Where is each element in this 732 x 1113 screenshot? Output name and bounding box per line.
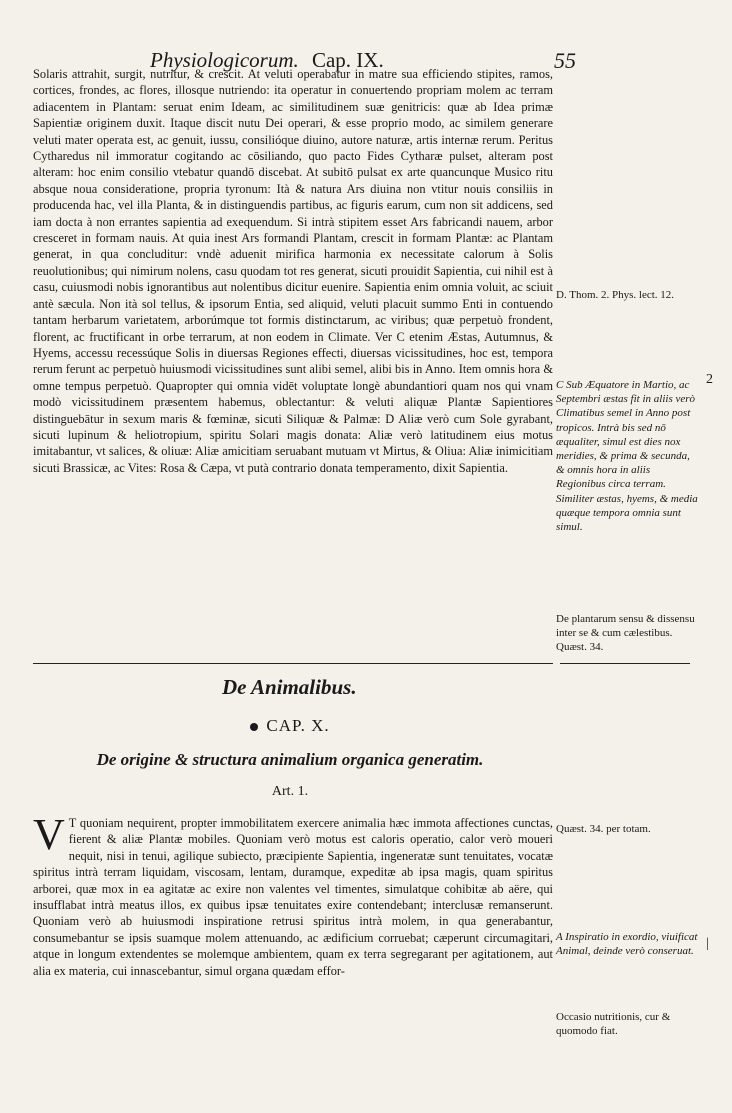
bullet-icon (250, 723, 258, 731)
chapter-number-text: CAP. X. (266, 716, 330, 735)
side-note-inspiratio: A Inspiratio in exordio, viuificat Animal, deinde verò conseruat. (556, 931, 698, 958)
section-rule (33, 663, 553, 664)
margin-mark-2: 2 (706, 372, 713, 387)
main-text-upper (33, 66, 553, 476)
side-note-quaest: Quæst. 34. per totam. (556, 823, 651, 835)
side-note-occasio: Occasio nutritionis, cur & quomodo fiat. (556, 1011, 671, 1038)
upper-paragraph: Solaris attrahit, surgit, nutritur, & crescit. At veluti operabatur in matre sua efficiendo stipites, ramos, cortices, frondes, ac flores, illosque nutriendo: ita operatur in conuertendo propriam molem ac terram adiacentem in Plantam: seruat enim Ideam, ac similitudinem suæ genitricis: quæ ab Idea primæ Sapientiæ originem duxit. Itaque discit nutu Dei operari, & esse proprio modo, ac similem generare veluti mater operata est, ac genuit, iussu, consilióque diuino, autore naturæ, artis internæ rerum. Peritus Cytharedus nil immoratur cogitando ac cōsiliando, quo pacto Fides Cytharæ pulset, alteram post alteram: hoc enim consilio vtebatur quandō discebat. At subitō pulsat ex arte quancunque Musico ritu absque noua consideratione, propria tyronum: Ità & natura Ars diuina non vtitur nouis consiliis in producenda hac, vel illa Planta, & in distinguendis partibus, ac figuris earum, cum non sit addicens, sed iam docta à non errantes sapientia ad exequendum. Si intrà stipitem esset Ars fabricandi nauem, arbor cresceret in formam nauis. At quia inest Ars formandi Plantam, crescit in formam Plantæ: ac Plantam generat, in qua concluditur: vndè aduenit mirifica harmonia ex necessitate calorum à Solis reuolutionibus; qui nimirum nolens, casu quodam tot res generat, sicuti prouidit Sapientia, cui nihil est à casu, cuiusmodi nobis ignorantibus aut nolentibus dicitur euenire. Sapientia enim omnia voluit, ac sciuit antè sæcula. Non ità sol tellus, & ipsorum Entia, sed aliquid, veluti placuit summo Enti in contuendo tantam herbarum varietatem, arborúmque tot formis distinctarum, ac viribus; quæ perpetuò frondent, florent, ac fructificant in orbe terrarum, at non eodem in Climate. Ver C etenim Æstas, Autumnus, & Hyems, accessu recessúque Solis in diuersas Regiones effecti, diuersas vicissitudines, hoc est, tempora rerum ferunt ac perpetuò huiusmodi vicissitudines sunt alibi semel, alibi bis in Anno. Item omnis hora & omne tempus perpetuò. Quapropter qui omnia vidēt voluptate longè abundantiori quam nos qui vnam modò vicissitudinem præsentem habemus, oblectantur: & veluti aliquæ Plantæ Sapientiores distinguebātur in sexum maris & fœminæ, sicuti Siliquæ & Palmæ: D Aliæ verò cum Sole gyrabant, sicuti lupinum & heliotropium, spiritu Solari magis donata: Aliæ verò latitudinem eius motus imitabantur, vt salices, & oliuæ: Aliæ amicitiam seruabant mutuam vt Mirtus, & Oliua: Aliæ inimicitiam sicuti Brassicæ, ac Vites: Rosa & Cæpa, vt putà contrario donata temperamento, dixit Sapientia. (33, 67, 553, 475)
running-head-title: Physiologicorum. (150, 48, 299, 72)
main-text-lower (33, 810, 553, 979)
section-title: De Animalibus. (222, 675, 357, 699)
drop-cap: V (33, 810, 65, 859)
running-head-chapter: Cap. IX. (311, 48, 384, 72)
side-note-thomas: D. Thom. 2. Phys. lect. 12. (556, 289, 675, 301)
chapter-title: De origine & structura animalium organica generatim. (96, 750, 484, 769)
chapter-number (0, 716, 580, 736)
side-note-equator: C Sub Æquatore in Martio, ac Septembri æstas fit in aliis verò Climatibus semel in Anno post tropicos. Intrà bis sed nō æqualiter, simul est dies nox meridies, & prima & secunda, & omnis hora in aliis Regionibus circa terram. Similiter æstas, hyems, & media quæque tempora omnia sunt simul. (556, 379, 698, 534)
margin-mark-bar: | (706, 936, 709, 951)
article-number: Art. 1. (271, 784, 309, 799)
section-rule-margin (560, 663, 690, 664)
lower-paragraph: T quoniam nequirent, propter immobilitatem exercere animalia hæc immota affectiones cunctas, fierent & aliæ Plantæ mobiles. Quoniam verò motus est caloris operatio, calor verò moueri nequit, nisi in tenui, agilique subiecto, præcipiente Sapientia, ingeneratæ sunt tenuitates, vocatæ spiritus intrà terram liquidam, viscosam, lentam, duramque, expeditæ ab ipsa magis, quam spiritus arborei, quæ mox in ea agitatæ ac exire non valentes vel timentes, simulatque cohibitæ ab aëre, qui insufflabat intrà meatus illos, ex quibus ipsæ tenuitates exire contendebant; interclusæ remanserunt. Quoniam verò ab huiusmodi inspiratione retrusi spiritus intrà molem, in qua generabantur, consumebantur se ipsis suamque molem attenuando, ac ædificium corruebat; cæperunt circumagitari, atque in longum extendentes se molemque ambientem, quam ex terra segregarant per agitationem, aut alia ex materia, cui innascebantur, simul organa quædam effor- (33, 816, 553, 978)
page-number: 55 (554, 48, 576, 73)
side-note-plant-sense: De plantarum sensu & dissensu inter se & cum cælestibus. Quæst. 34. (556, 613, 695, 654)
